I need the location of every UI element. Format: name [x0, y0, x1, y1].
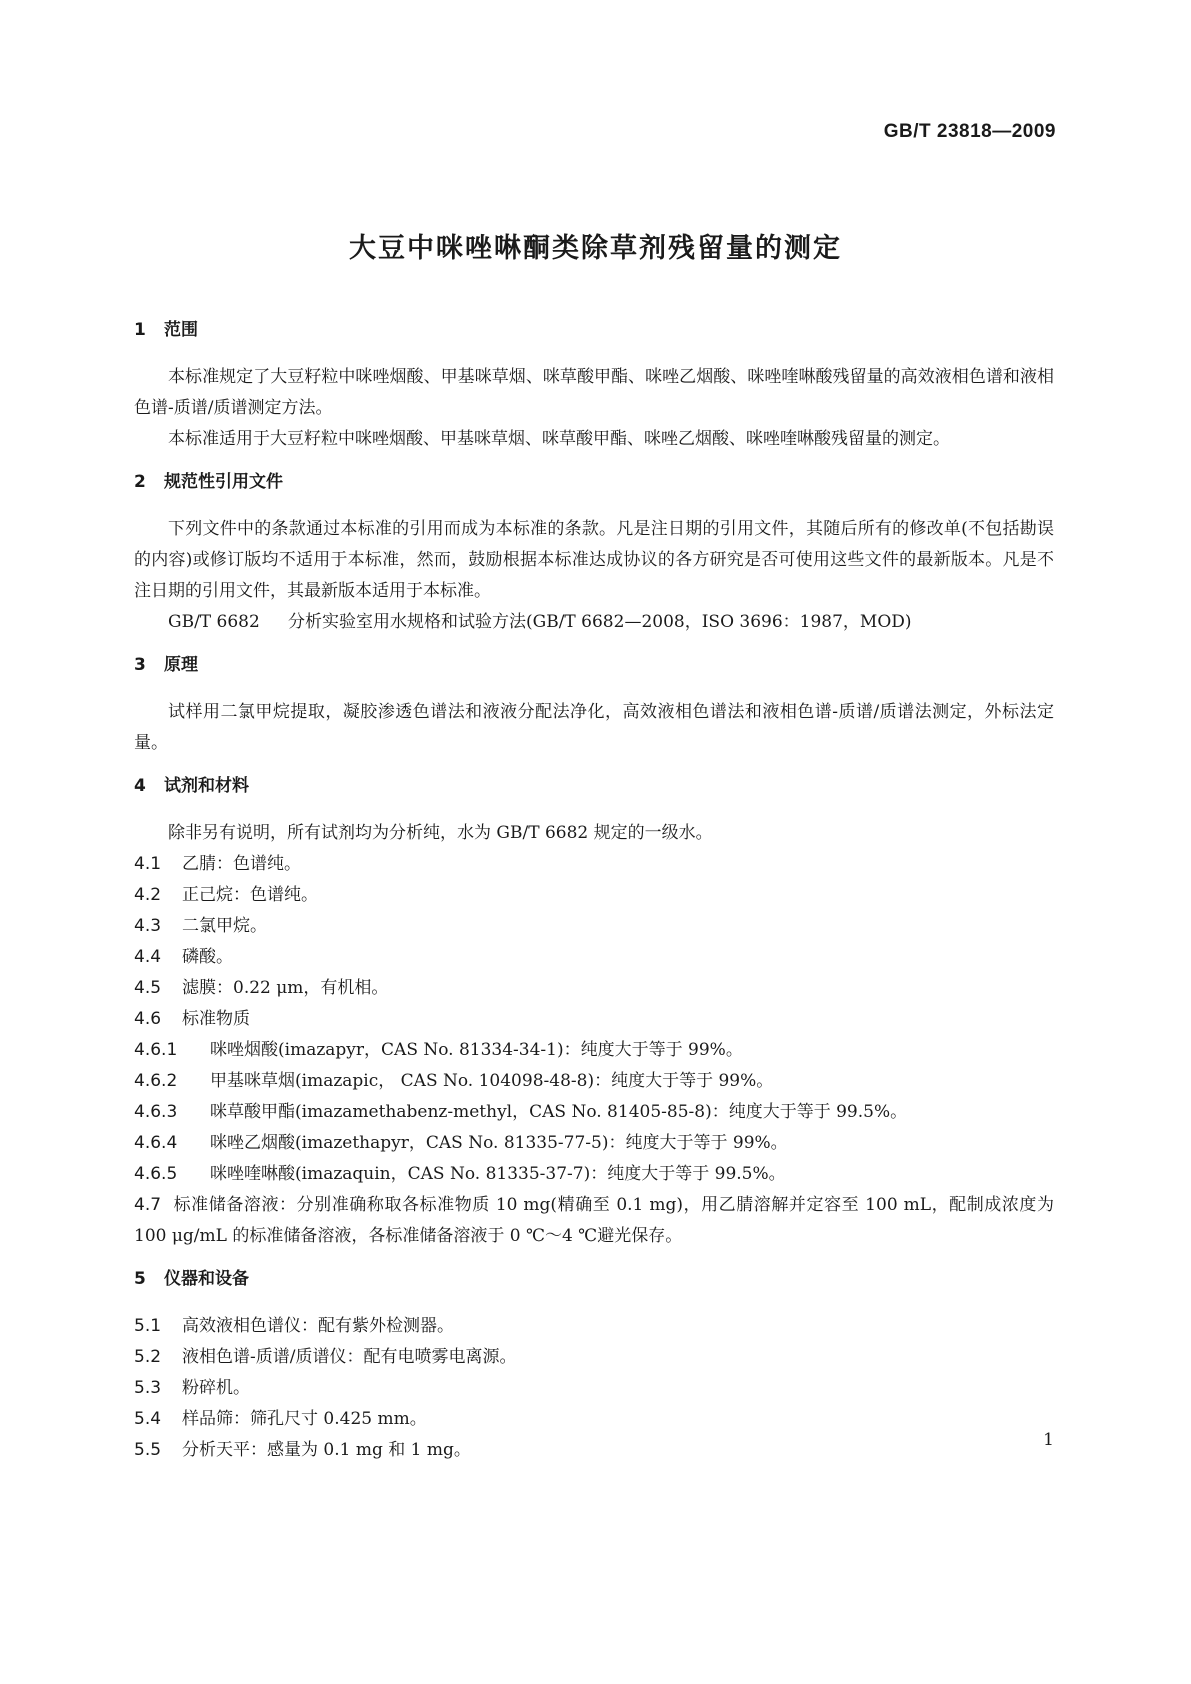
paragraph: 本标准适用于大豆籽粒中咪唑烟酸、甲基咪草烟、咪草酸甲酯、咪唑乙烟酸、咪唑喹啉酸残留量的测定。	[168, 429, 950, 449]
paragraph: 本标准规定了大豆籽粒中咪唑烟酸、甲基咪草烟、咪草酸甲酯、咪唑乙烟酸、咪唑喹啉酸残留量的高效液相色谱和液相色谱-质谱/质谱测定方法。	[134, 367, 1054, 418]
item-text: 咪草酸甲酯(imazamethabenz-methyl，CAS No. 81405-85-8)：纯度大于等于 99.5%。	[210, 1102, 908, 1122]
item-text: 液相色谱-质谱/质谱仪：配有电喷雾电离源。	[182, 1347, 517, 1367]
section-number: 1	[134, 320, 146, 340]
section-title: 试剂和材料	[164, 776, 249, 796]
section-1-heading	[134, 318, 1054, 342]
section-number: 3	[134, 655, 146, 675]
item-text: 标准储备溶液：分别准确称取各标准物质 10 mg(精确至 0.1 mg)，用乙腈溶解并定容至 100 mL，配制成浓度为 100 μg/mL 的标准储备溶液，各标准储备溶液于 0 ℃～4 ℃避光保存。	[134, 1195, 1054, 1246]
item-text: 粉碎机。	[182, 1378, 250, 1398]
section-5-heading	[134, 1267, 1054, 1291]
item-text: 磷酸。	[182, 947, 233, 967]
item-number: 4.6	[134, 1009, 162, 1029]
reference-code: GB/T 6682	[168, 612, 260, 632]
section-number: 5	[134, 1269, 146, 1289]
list-item	[134, 1190, 1054, 1252]
list-item	[134, 1435, 1054, 1466]
item-number: 4.2	[134, 885, 162, 905]
section-title: 规范性引用文件	[164, 472, 283, 492]
item-number: 5.4	[134, 1409, 162, 1429]
item-text: 分析天平：感量为 0.1 mg 和 1 mg。	[182, 1440, 471, 1460]
item-number: 5.2	[134, 1347, 162, 1367]
list-item	[134, 1159, 1054, 1190]
section-title: 范围	[164, 320, 198, 340]
item-number: 5.3	[134, 1378, 162, 1398]
list-item	[134, 911, 1054, 942]
list-item	[134, 1066, 1054, 1097]
paragraph: 试样用二氯甲烷提取，凝胶渗透色谱法和液液分配法净化，高效液相色谱法和液相色谱-质谱/质谱法测定，外标法定量。	[134, 702, 1054, 753]
page-number: 1	[1043, 1430, 1054, 1450]
paragraph: 除非另有说明，所有试剂均为分析纯，水为 GB/T 6682 规定的一级水。	[168, 823, 713, 843]
item-text: 咪唑烟酸(imazapyr，CAS No. 81334-34-1)：纯度大于等于 99%。	[210, 1040, 743, 1060]
list-item	[134, 1404, 1054, 1435]
item-number: 4.6.5	[134, 1164, 178, 1184]
section-number: 4	[134, 776, 146, 796]
document-title: 大豆中咪唑啉酮类除草剂残留量的测定	[349, 233, 842, 264]
item-number: 4.1	[134, 854, 162, 874]
section-number: 2	[134, 472, 146, 492]
reference-text: 分析实验室用水规格和试验方法(GB/T 6682—2008，ISO 3696：1987，MOD)	[288, 612, 912, 632]
item-text: 甲基咪草烟(imazapic， CAS No. 104098-48-8)：纯度大于等于 99%。	[210, 1071, 774, 1091]
item-number: 5.1	[134, 1316, 162, 1336]
section-3-heading	[134, 653, 1054, 677]
list-item	[134, 1311, 1054, 1342]
item-text: 高效液相色谱仪：配有紫外检测器。	[182, 1316, 454, 1336]
item-number: 4.4	[134, 947, 162, 967]
item-number: 4.3	[134, 916, 162, 936]
item-text: 滤膜：0.22 μm，有机相。	[182, 978, 389, 998]
item-number: 4.5	[134, 978, 162, 998]
section-title: 原理	[164, 655, 198, 675]
item-text: 标准物质	[182, 1009, 250, 1029]
item-number: 5.5	[134, 1440, 162, 1460]
item-number: 4.6.2	[134, 1071, 178, 1091]
standard-code: GB/T 23818—2009	[883, 121, 1056, 142]
item-text: 样品筛：筛孔尺寸 0.425 mm。	[182, 1409, 427, 1429]
list-item	[134, 880, 1054, 911]
list-item	[134, 1035, 1054, 1066]
paragraph: 下列文件中的条款通过本标准的引用而成为本标准的条款。凡是注日期的引用文件，其随后所有的修改单(不包括勘误的内容)或修订版均不适用于本标准，然而，鼓励根据本标准达成协议的各方研究是否可使用这些文件的最新版本。凡是不注日期的引用文件，其最新版本适用于本标准。	[134, 519, 1054, 601]
list-item	[134, 973, 1054, 1004]
list-item	[134, 1004, 1054, 1035]
list-item	[134, 942, 1054, 973]
list-item	[134, 1097, 1054, 1128]
item-text: 二氯甲烷。	[182, 916, 267, 936]
normative-reference	[134, 607, 1054, 638]
document-body	[134, 318, 1054, 1466]
item-number: 4.6.1	[134, 1040, 178, 1060]
item-text: 乙腈：色谱纯。	[182, 854, 301, 874]
list-item	[134, 1373, 1054, 1404]
item-number: 4.6.4	[134, 1133, 178, 1153]
item-text: 咪唑乙烟酸(imazethapyr，CAS No. 81335-77-5)：纯度大于等于 99%。	[210, 1133, 788, 1153]
section-2-heading	[134, 470, 1054, 494]
item-number: 4.7	[134, 1195, 162, 1215]
list-item	[134, 1342, 1054, 1373]
item-text: 正己烷：色谱纯。	[182, 885, 318, 905]
section-4-heading	[134, 774, 1054, 798]
list-item	[134, 1128, 1054, 1159]
section-title: 仪器和设备	[164, 1269, 249, 1289]
list-item	[134, 849, 1054, 880]
item-text: 咪唑喹啉酸(imazaquin，CAS No. 81335-37-7)：纯度大于等于 99.5%。	[210, 1164, 786, 1184]
item-number: 4.6.3	[134, 1102, 178, 1122]
